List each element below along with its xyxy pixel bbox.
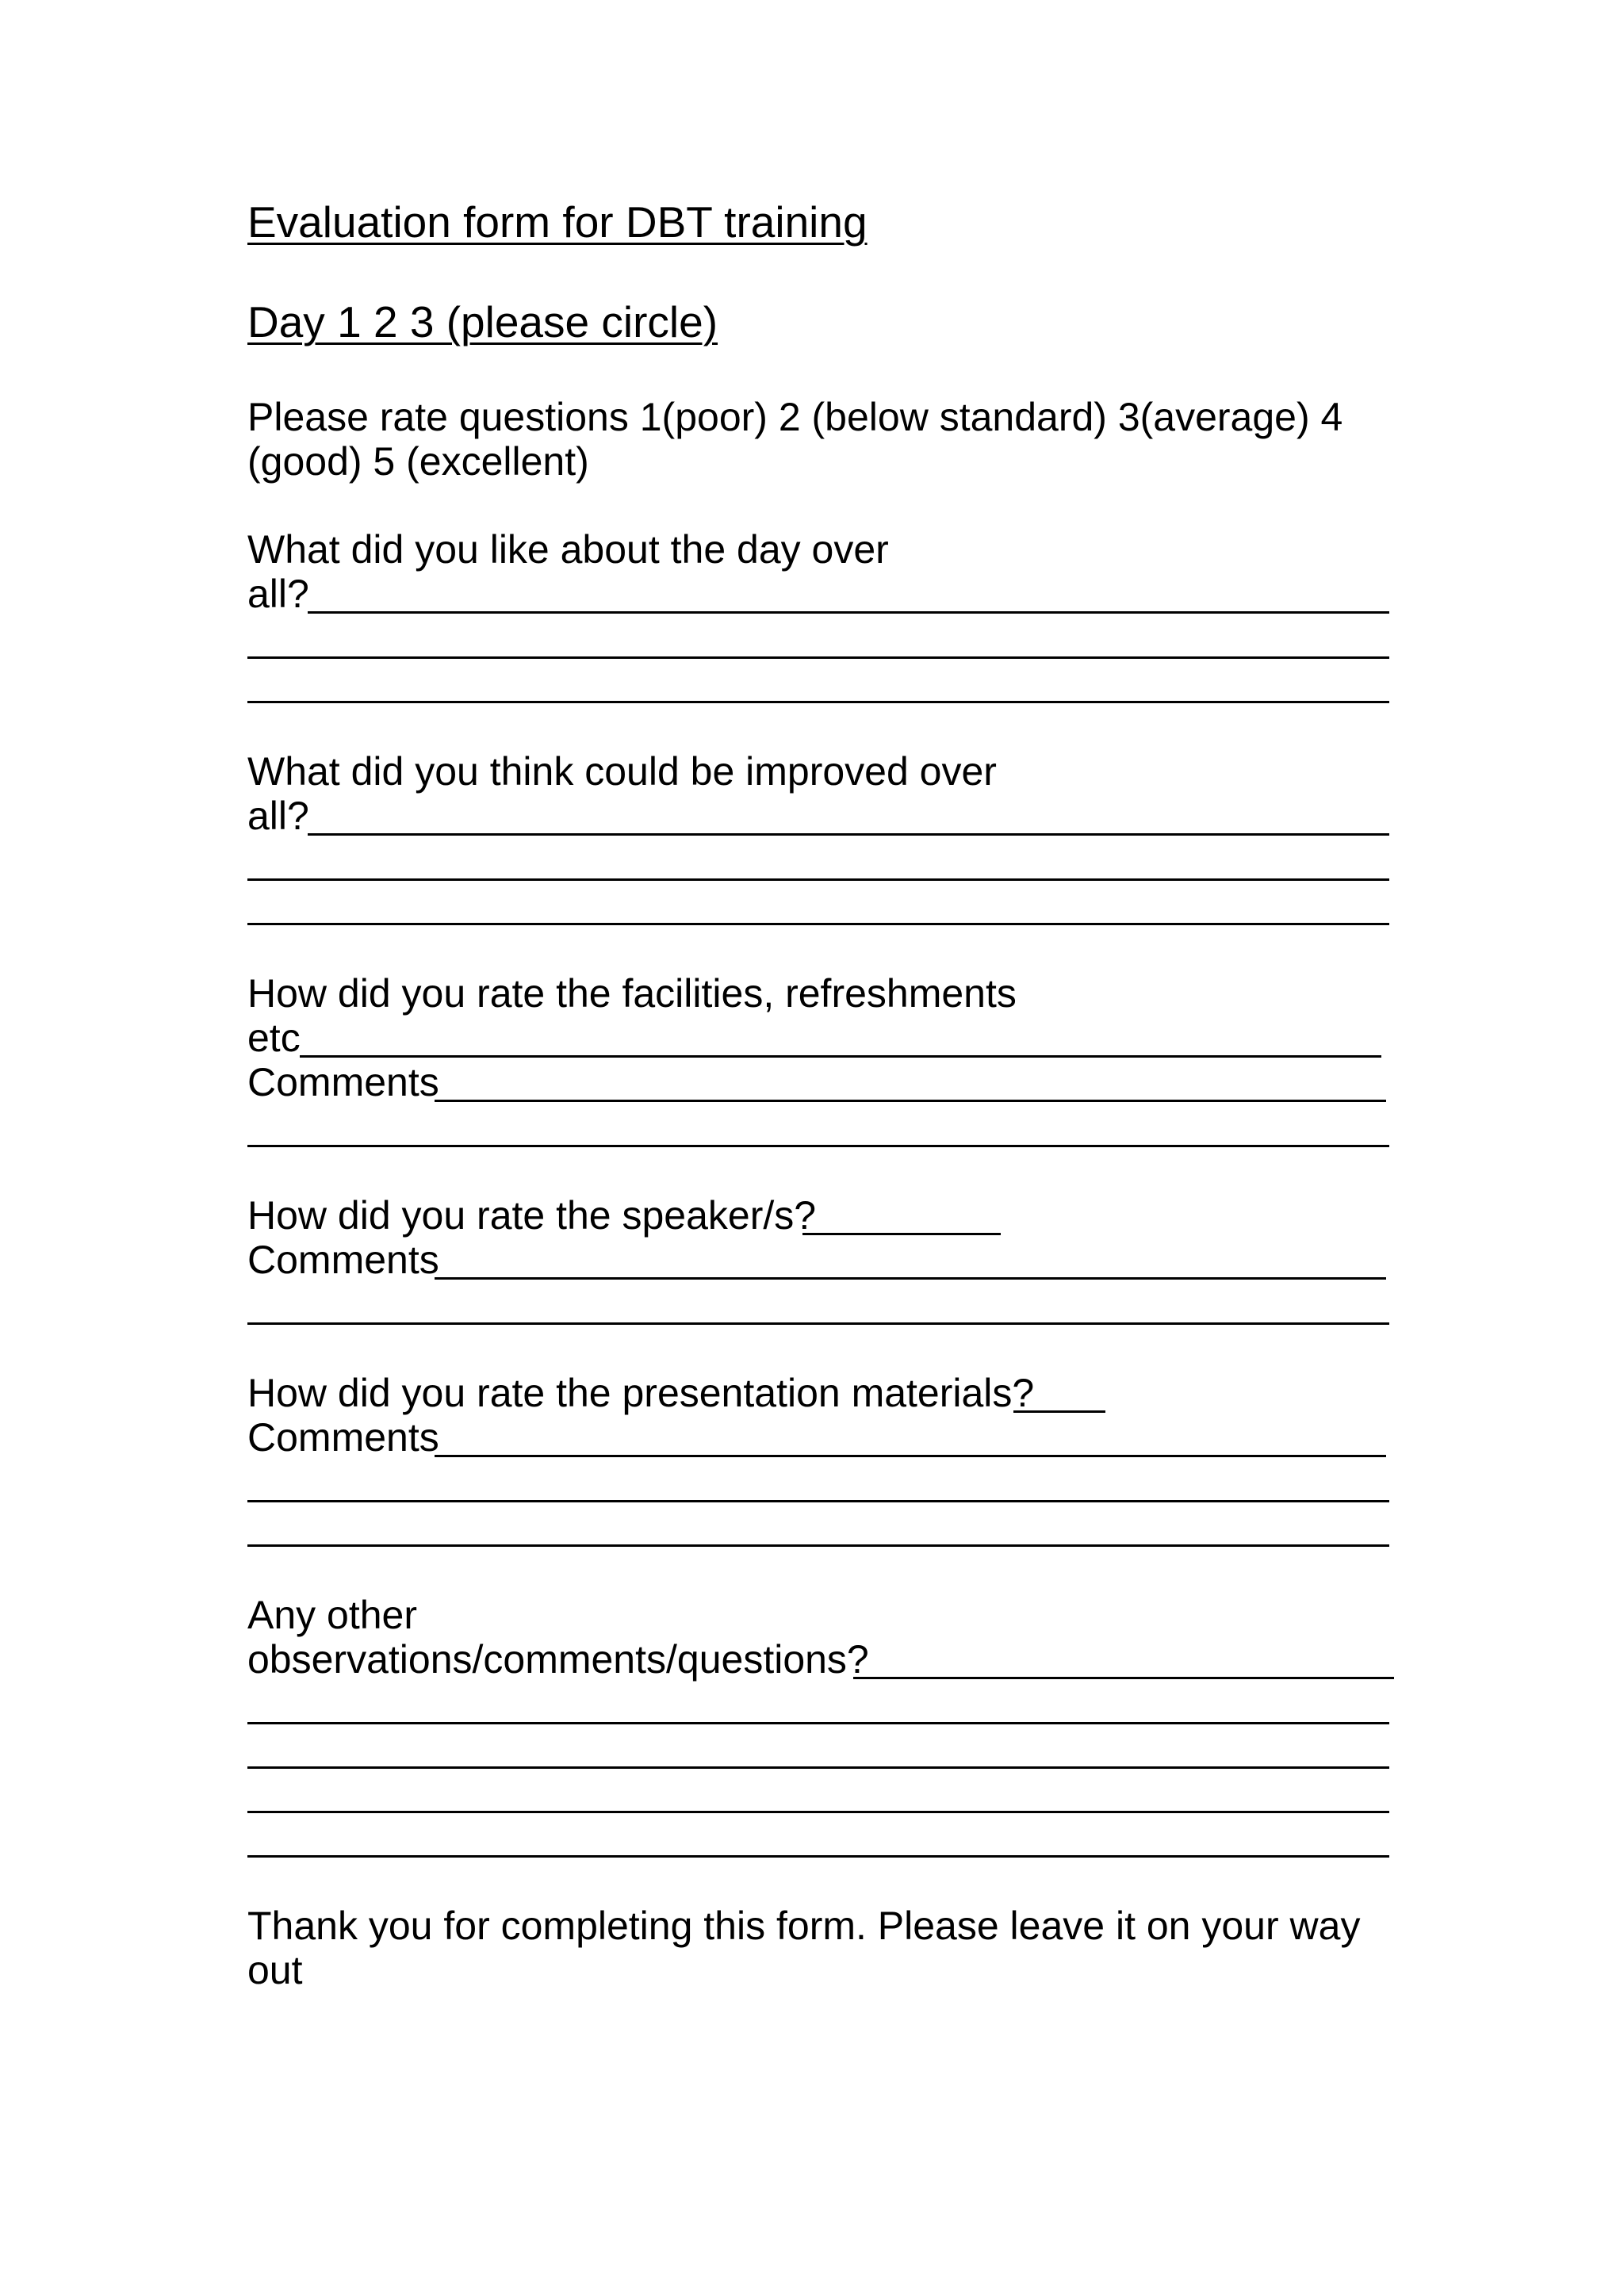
question-improved-line1: What did you think could be improved over — [247, 749, 997, 794]
answer-line-other-1[interactable] — [853, 1677, 1394, 1679]
answer-line-other-3[interactable] — [247, 1766, 1389, 1769]
form-title: Evaluation form for DBT training — [247, 197, 868, 247]
comments-line-facilities-2[interactable] — [247, 1145, 1389, 1147]
comments-label-facilities: Comments — [247, 1060, 439, 1104]
question-materials-line1: How did you rate the presentation materials? — [247, 1371, 1035, 1415]
comments-label-materials: Comments — [247, 1415, 439, 1460]
question-speakers-line1: How did you rate the speaker/s? — [247, 1193, 817, 1238]
question-improved-line2: all? — [247, 794, 309, 838]
rating-instructions-line2: (good) 5 (excellent) — [247, 439, 589, 484]
answer-line-other-4[interactable] — [247, 1811, 1389, 1813]
comments-line-speakers-2[interactable] — [247, 1322, 1389, 1325]
rating-line-facilities[interactable] — [300, 1055, 1381, 1058]
comments-line-materials-3[interactable] — [247, 1544, 1389, 1547]
answer-line-other-2[interactable] — [247, 1722, 1389, 1724]
question-other-line2: observations/comments/questions? — [247, 1637, 869, 1682]
closing-message-line1: Thank you for completing this form. Please leave it on your way — [247, 1904, 1361, 1948]
answer-line-liked-3[interactable] — [247, 701, 1389, 703]
comments-line-materials-1[interactable] — [435, 1455, 1386, 1457]
question-liked-line2: all? — [247, 572, 309, 616]
answer-line-liked-1[interactable] — [308, 611, 1389, 614]
question-facilities-line2: etc — [247, 1016, 301, 1060]
comments-line-facilities-1[interactable] — [435, 1100, 1386, 1102]
question-facilities-line1: How did you rate the facilities, refreshments — [247, 971, 1017, 1016]
answer-line-other-5[interactable] — [247, 1855, 1389, 1858]
answer-line-improved-1[interactable] — [308, 833, 1389, 836]
answer-line-liked-2[interactable] — [247, 656, 1389, 659]
rating-line-materials[interactable] — [1013, 1410, 1105, 1413]
comments-line-speakers-1[interactable] — [435, 1277, 1386, 1280]
answer-line-improved-3[interactable] — [247, 923, 1389, 925]
question-other-line1: Any other — [247, 1593, 418, 1637]
comments-line-materials-2[interactable] — [247, 1500, 1389, 1502]
rating-line-speakers[interactable] — [802, 1233, 1001, 1235]
comments-label-speakers: Comments — [247, 1238, 439, 1282]
closing-message-line2: out — [247, 1948, 303, 1992]
question-liked-line1: What did you like about the day over — [247, 527, 889, 572]
day-circle-prompt: Day 1 2 3 (please circle) — [247, 297, 718, 346]
rating-instructions-line1: Please rate questions 1(poor) 2 (below standard) 3(average) 4 — [247, 395, 1343, 439]
answer-line-improved-2[interactable] — [247, 878, 1389, 881]
